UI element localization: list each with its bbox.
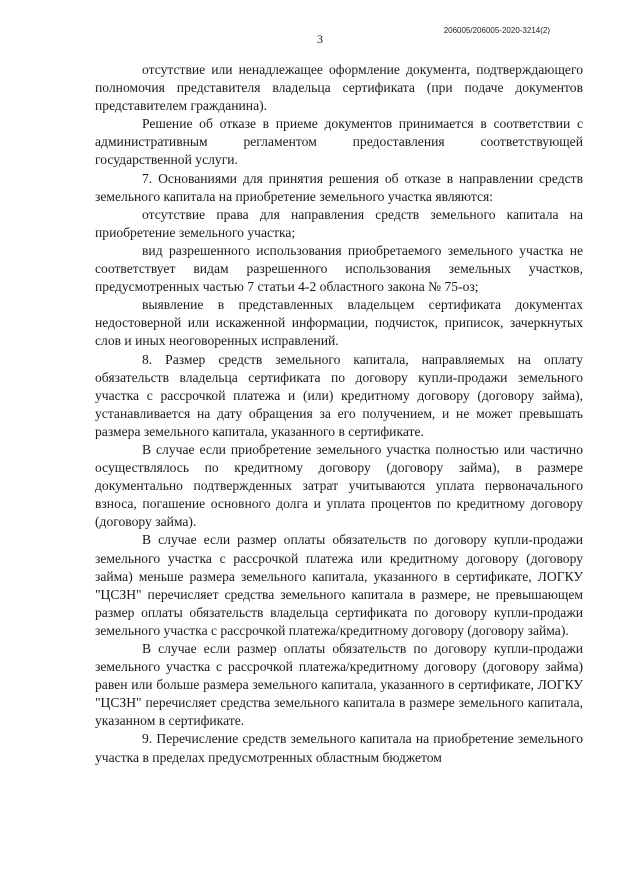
paragraph-payment-greater: В случае если размер оплаты обязательств по договору купли-продажи земельного участка с рассрочкой платежа/кредитному договору (договору займа) равен или больше размера земельного капитала, указанного в сертификате, ЛОГКУ "ЦСЗН" перечисляет средства земельного капитала в размере земельного капитала, указанном в сертификате. [95,641,583,729]
paragraph-payment-less: В случае если размер оплаты обязательств по договору купли-продажи земельного участка с рассрочкой платежа или кредитному договору (договору займа) меньше размера земельного капитала, указанного в сертификате, ЛОГКУ "ЦСЗН" перечисляет средства земельного капитала в размере, не превышающем размер оплаты обязательств владельца сертификата по договору купли-продажи земельного участка с рассрочкой платежа/кредитному договору (договору займа). [95,532,583,638]
document-id: 206005/206005-2020-3214(2) [443,26,550,35]
document-body [95,61,583,767]
paragraph-missing-authority-document: отсутствие или ненадлежащее оформление документа, подтверждающего полномочия представителя владельца сертификата (при подаче документов представителем гражданина). [95,62,583,114]
page-number: 3 [317,32,323,46]
paragraph-item-7: 7. Основаниями для принятия решения об отказе в направлении средств земельного капитала на приобретение земельного участка являются: [95,170,583,204]
paragraph-no-right: отсутствие права для направления средств земельного капитала на приобретение земельного участка; [95,206,583,240]
paragraph-false-information: выявление в представленных владельцем сертификата документах недостоверной или искаженной информации, подчисток, приписок, зачеркнутых слов и иных неоговоренных исправлений. [95,297,583,349]
paragraph-item-9: 9. Перечисление средств земельного капитала на приобретение земельного участка в пределах предусмотренных областным бюджетом [95,731,583,765]
paragraph-refusal-decision: Решение об отказе в приеме документов принимается в соответствии с административным регламентом предоставления соответствующей государственной услуги. [95,116,583,168]
paragraph-land-use-mismatch: вид разрешенного использования приобретаемого земельного участка не соответствует видам разрешенного использования земельных участков, предусмотренных частью 7 статьи 4-2 областного закона № 75-оз; [95,242,583,295]
paragraph-item-8: 8. Размер средств земельного капитала, направляемых на оплату обязательств владельца сертификата по договору купли-продажи земельного участка с рассрочкой платежа и (или) кредитному договору (договору займа), устанавливается на дату обращения за его получением, и не может превышать размера земельного капитала, указанного в сертификате. [95,351,583,439]
paragraph-credit-case: В случае если приобретение земельного участка полностью или частично осуществлялось по кредитному договору (договору займа), в размере документально подтвержденных затрат учитываются уплата первоначального взноса, погашение основного долга и уплата процентов по кредитному договору (договору займа). [95,441,583,530]
